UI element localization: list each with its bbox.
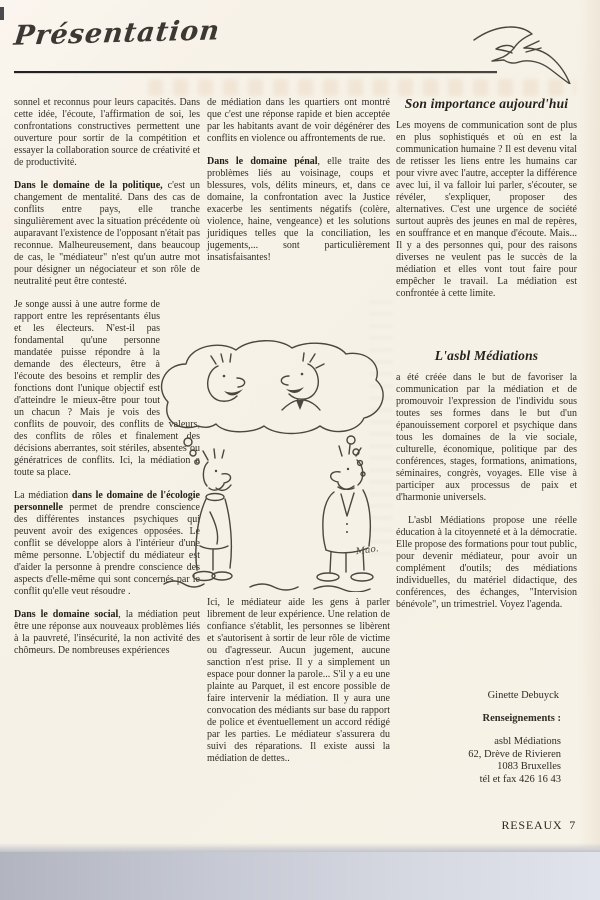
paragraph — [14, 609, 200, 657]
paragraph-text: L'asbl Médiations propose une réelle éducation à la citoyenneté et à la démocratie. Elle propose des formations pour tout public, pour devenir médiateur, pour avoir un complément d'outils; des médiations individuelles, du matériel didactique, des conférences, des échanges, "Intervision bénévole", un trimestriel. Voyez l'agenda. — [396, 515, 577, 610]
author-signature: Ginette Debuyck — [487, 690, 559, 701]
paragraph-text: La médiation — [14, 490, 72, 501]
paragraph-text: , la médiation peut être une réponse aux nouveaux problèmes liés à la pauvreté, l'insécurité, la non activité des chômeurs. De nombreuses expériences — [14, 609, 200, 656]
address-line: 1083 Bruxelles — [497, 761, 561, 772]
paragraph — [396, 120, 577, 300]
bleedthrough-artifact — [148, 79, 576, 96]
cartoon-signature: Mao. — [355, 544, 380, 558]
cartoon-illustration — [158, 340, 390, 592]
bold-lead: Dans le domaine de la politique, — [14, 180, 163, 191]
column-3-upper — [396, 96, 577, 300]
bold-lead: Dans le domaine social — [14, 609, 119, 620]
page-footer-label: RESEAUX 7 — [501, 818, 576, 832]
paragraph-text: permet de prendre conscience des différentes instances psychiques qui peuvent avoir des exigences opposées. Le conflit se développe alors à l'intérieur d'une même personne. L'objectif du médiateur est d'aider la personne à prendre conscience des aspects d'elle-même qui sont concernés par le conflit qu'elle veut résoudre . — [14, 502, 200, 597]
section-heading-asbl: L'asbl Médiations — [434, 348, 539, 363]
bold-lead: Dans le domaine pénal — [207, 156, 318, 167]
header-rule — [14, 71, 497, 73]
address-block — [396, 736, 577, 786]
paragraph-text: Je songe aussi à une autre forme de rapport entre les représentants élus et les électeurs. N'est-il pas fondamental qu'une personne mandatée puisse répondre à la demande des électeurs, être à l'écoute des besoins et remplir des fonctions dont l'unique objectif est d'atteindre le mieux-être pour tout un chacun ? Mais je vois des conflits de pouvoir, des conflits de valeurs, des conflits de rôles et finalement des décisions aberrantes, soit stériles, absentes ou génératrices de conflits. Ici, la médiation a toute sa place. — [14, 299, 200, 478]
paragraph — [207, 156, 390, 264]
address-line: asbl Médiations — [494, 736, 561, 747]
paragraph — [396, 372, 577, 504]
scan-strip — [0, 852, 600, 900]
address-line: tél et fax 426 16 43 — [479, 773, 561, 785]
paragraph-text: sonnel et reconnus pour leurs capacités. Dans cette idée, l'écoute, l'affirmation de soi, les confrontations constructives permettent une ouverture pour sortir de la compétition et essayer la collaboration source de créativité et de productivité. — [14, 97, 200, 168]
column-2-upper — [207, 97, 390, 264]
address-line: 62, Drève de Rivieren — [468, 748, 561, 760]
paragraph — [207, 597, 390, 765]
paragraph-text: , elle traite des problèmes liés au voisinage, coups et blessures, vols, délits mineurs, et, dans ce domaine, la confrontation avec la Justice exacerbe les sentiments négatifs (colère, violence, haine, vengeance) et les solutions juridiques telles que la conciliation, les jugements,... sont particulièrement insatisfaisantes! — [207, 156, 390, 263]
scan-edge-artifact — [0, 7, 4, 20]
paragraph-text: Ici, le médiateur aide les gens à parler librement de leur expérience. Une relation de confiance s'établit, les personnes se libèrent et s'autorisent à sortir de leur rôle de victime ou d'agresseur. Aucun jugement, aucune sanction n'est prise. Il y a simplement un espace pour donner la parole... S'il y a eu une plainte au Parquet, il est encore possible de faire intervenir la médiation. Il y aura une convocation des médiants sur base du rapport de police et éventuellement un accord rédigé par les parties. Le médiateur s'assurera du suivi des réparations. Il existe aussi la médiation de dettes.. — [207, 597, 390, 764]
scan-strip-fade — [0, 843, 600, 852]
contact-block — [396, 690, 577, 786]
paragraph — [14, 180, 200, 288]
paragraph-text: c'est un changement de mentalité. Dans des cas de conflits entre pays, elle tranche singulièrement avec la situation précédente où auparavant l'existence de l'opposant n'était pas reconnue. Malheureusement, dans beaucoup de cas, le "médiateur" n'est qu'un autre mot pour désigner un négociateur et son rôle de neutralité peut être contesté. — [14, 180, 200, 287]
page-title: Présentation — [12, 15, 222, 52]
paragraph — [14, 97, 200, 169]
thought-bubble — [162, 341, 384, 434]
column-3-middle — [396, 348, 577, 611]
column-2-lower — [207, 597, 390, 765]
paragraph-text: Les moyens de communication sont de plus en plus sophistiqués et où en est la communication humaine ? Il est devenu vital de retisser les liens entre les humains car pour vivre avec l'autre, accepter la différence avec lui, il va falloir lui parler, s'écouter, se révéler, s'expliquer, proposer des alternatives. C'est une urgence de société surtout auprès des jeunes en mal de repères, en souffrance et en manque d'écoute. Mais... Il y a des personnes qui, pour des raisons diverses ne veulent pas le succès de la médiation et elles vont tout faire pour empêcher le travail. La médiation est confrontée à cette limite. — [396, 120, 577, 299]
paragraph — [396, 515, 577, 611]
bold-lead: dans le domaine de l'écologie personnelle — [14, 490, 200, 513]
paragraph — [207, 97, 390, 145]
page-edge-shade — [578, 0, 600, 848]
section-heading-importance: Son importance aujourd'hui — [404, 96, 569, 111]
paragraph-text: a été créée dans le but de favoriser la communication par la médiation et de promouvoir l'expression de l'individu sous toutes ses formes dans le but d'un épanouissement corporel et psychique dans tous les domaines de la vie sociale, culturelle, économique, politique par des conférences, stages, formations, animations, séminaires, congrès, voyages. Elle vise à participer aux processus de paix et d'harmonie universels. — [396, 372, 577, 503]
contact-heading: Renseignements : — [482, 713, 561, 724]
paragraph-text: de médiation dans les quartiers ont montré que c'est une réponse rapide et bien acceptée par les habitants avant de voir dégénérer des conflits en violence ou affrontements de rue. — [207, 97, 390, 144]
